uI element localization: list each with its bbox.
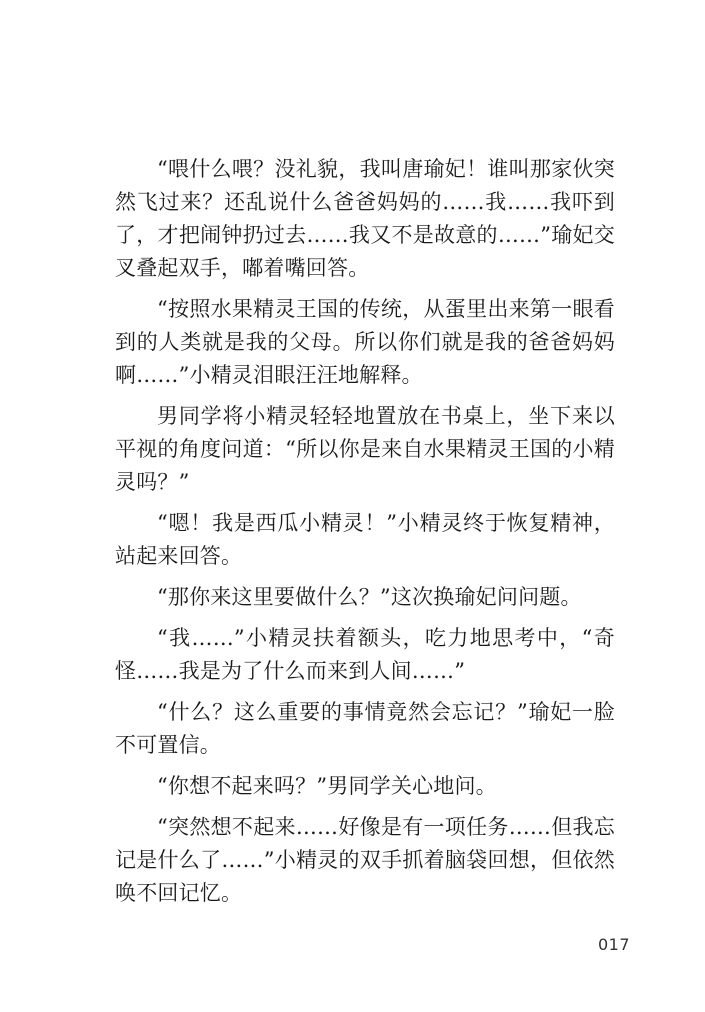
paragraph-6: “我……”小精灵扶着额头，吃力地思考中，“奇怪……我是为了什么而来到人间……”	[115, 626, 615, 683]
body-text	[115, 153, 615, 918]
paragraph-4: “嗯！我是西瓜小精灵！”小精灵终于恢复精神，站起来回答。	[115, 511, 615, 568]
paragraph-5: “那你来这里要做什么？”这次换瑜妃问问题。	[157, 585, 582, 609]
paragraph-3: 男同学将小精灵轻轻地置放在书桌上，坐下来以平视的角度问道：“所以你是来自水果精灵王国的小精灵吗？”	[115, 404, 615, 494]
paragraph-7: “什么？这么重要的事情竟然会忘记？”瑜妃一脸不可置信。	[115, 700, 615, 757]
paragraph-2: “按照水果精灵王国的传统，从蛋里出来第一眼看到的人类就是我的父母。所以你们就是我的爸爸妈妈啊……”小精灵泪眼汪汪地解释。	[115, 297, 615, 387]
paragraph-8: “你想不起来吗？”男同学关心地问。	[157, 774, 497, 798]
paragraph-9: “突然想不起来……好像是有一项任务……但我忘记是什么了……”小精灵的双手抓着脑袋回想，但依然唤不回记忆。	[115, 815, 615, 905]
paragraph-1: “喂什么喂？没礼貌，我叫唐瑜妃！谁叫那家伙突然飞过来？还乱说什么爸爸妈妈的……我……我吓到了，才把闹钟扔过去……我又不是故意的……”瑜妃交叉叠起双手，嘟着嘴回答。	[115, 157, 615, 280]
page-number: 017	[597, 935, 630, 954]
